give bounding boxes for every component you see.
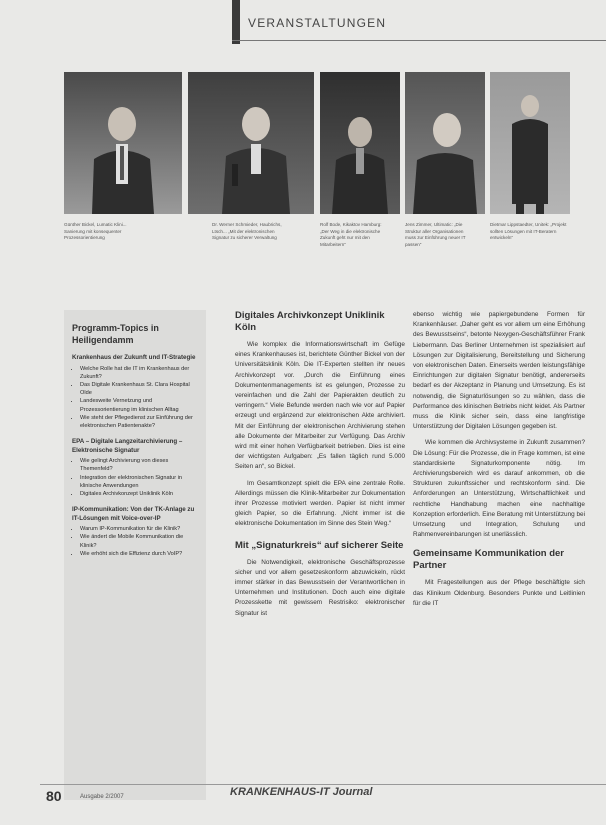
article-heading: Mit „Signaturkreis“ auf sicherer Seite [235, 539, 404, 551]
photo-caption-5: Dietmar Lippstaedter, Unitek: „Projekt sollten Lösungen mit IT-Beratern entwickeln“ [490, 222, 567, 241]
sidebar-list [64, 457, 206, 498]
speaker-figure [82, 84, 162, 214]
list-item: • Integration der elektronischen Signatur in klinische Anwendungen [80, 474, 198, 490]
list-item: • Digitales Archivkonzept Uniklinik Köln [80, 490, 198, 498]
list-item: • Welche Rolle hat die IT im Krankenhaus der Zukunft? [80, 365, 198, 381]
article-heading: Gemeinsame Kommunikation der Partner [413, 548, 564, 572]
header-rule [232, 40, 606, 41]
photo-caption-4: Jens Zimmer, Ultimatic: „Die Struktur aller Organisationen muss zur Einführung neuer IT passen“ [405, 222, 466, 247]
article-paragraph: Die Notwendigkeit, elektronische Geschäftsprozesse sicher und vor allem gesetzeskonform abzuwickeln, rückt immer stärker in das Bewusstsein der Verantwortlichen in Unternehmen und Institutionen. Doch auch eine digitale Prozesskette mit gewissem Restrisiko: elektronischer Signatur ist [235, 558, 405, 617]
photo-speaker-5 [490, 72, 570, 214]
list-item: • Das Digitale Krankenhaus St. Clara Hospital Olde [80, 381, 198, 397]
sidebar-section-title: Krankenhaus der Zukunft und IT-Strategie [72, 354, 196, 361]
speaker-figure [500, 84, 560, 214]
list-item: • Wie gelingt Archivierung von dieses Themenfeld? [80, 457, 198, 473]
list-item: • Wie steht der Pflegedienst zur Einführung der elektronischen Patientenakte? [80, 414, 198, 430]
speaker-figure [216, 94, 296, 214]
photo-speaker-2 [188, 72, 314, 214]
magazine-logo: KRANKENHAUS-IT Journal [230, 786, 373, 798]
speaker-figure [328, 104, 392, 214]
article-paragraph: ebenso wichtig wie papiergebundene Formen für Krankenhäuser. „Daher geht es vor allem um eine Erhöhung des Bewusstseins“, betonte Nexygen-Geschäftsführer Frank Liebermann. Das Berliner Unternehmen ist spezialisiert auf Lösungen zur Digitalisierung, Bereitstellung und Sicherung von elektronischen Daten. Einerseits werden leistungsfähige Einrichtungen zur digitalen Signatur benötigt, andererseits bedarf es der Akzeptanz in Planung und Umsetzung. Es ist notwendig, die Signaturlösungen so zu wählen, dass die Performance des klinischen Betriebs nicht leidet. Als Partner muss die Klinik sicher sein, dass eine langfristige Unterstützung der Digitalen Lösungen gegeben ist. [413, 311, 585, 431]
photo-caption-1: Günther Bickel, Lumatic Klini... Sanierung mit konsequenter Prozessorientierung [64, 222, 127, 241]
photo-speaker-4 [405, 72, 485, 214]
article-paragraph: Wie kommen die Archivsysteme in Zukunft zusammen? Die Lösung: Für die Prozesse, die in Frage kommen, ist eine standardisierte Signaturkomponente nötig. Im Archivierungsbereich wird es darauf ankommen, ob die Strukturen zukunftssicher und rechtskonform sind. Die Anforderungen an Unterstützung, Wirtschaftlichkeit und rechtliche Handhabung machen eine nachhaltige Konzeption erforderlich. Eine Beratung mit Unterstützung bei Umsetzung und Integration, Schulung und Rahmenvereinbarungen ist unerlässlich. [413, 439, 585, 539]
list-item: • Landesweite Vernetzung und Prozessorientierung im klinischen Alltag [80, 397, 198, 413]
program-topics-box [64, 310, 206, 800]
list-item: • Wie ändert die Mobile Kommunikation die Klinik? [80, 533, 198, 549]
photo-caption-3: Rolf Bode, Kikaktov Hamburg: „Der Weg in die elektronische Zukunft geht nur mit den Mitarbeitern“ [320, 222, 382, 247]
article-column-1 [235, 310, 405, 625]
issue-label: Ausgabe 2/2007 [80, 794, 124, 800]
article-paragraph: Mit Fragestellungen aus der Pflege beschäftigte sich das Klinikum Oldenburg. Besonders Punkte und Leitlinien für die IT [413, 579, 585, 607]
photo-speaker-3 [320, 72, 400, 214]
sidebar-list [64, 365, 206, 431]
article-paragraph: Im Gesamtkonzept spielt die EPA eine zentrale Rolle. Allerdings müssen die Klinik-Mitarbeiter zur Dokumentation ihrer Prozesse motiviert werden. Papier ist nicht immer gleich Papier, so die Erfahrung. „Nicht immer ist die elektronische Dokumentation im Sinne des Stein Weg.“ [235, 479, 405, 528]
sidebar-title: Programm-Topics in Heiligendamm [72, 323, 159, 345]
list-item: • Warum IP-Kommunikation für die Klinik? [80, 525, 198, 533]
photo-speaker-1 [64, 72, 182, 214]
footer-rule [40, 784, 606, 785]
article-column-2 [413, 310, 585, 615]
speaker-figure [411, 94, 479, 214]
sidebar-section-title: EPA – Digitale Langzeitarchivierung – Elektronische Signatur [72, 438, 183, 454]
header-block [232, 0, 240, 44]
article-heading: Digitales Archivkonzept Uniklinik Köln [235, 310, 385, 333]
section-title: VERANSTALTUNGEN [248, 16, 387, 30]
section-header [0, 0, 606, 50]
photo-caption-2: Dr. Werner Schmieder, Haubrichs, Ltsch... „Mit der elektronischen Signatur zu sicherer Verwaltung [212, 222, 282, 241]
article-paragraph: Wie komplex die Informationswirtschaft im Gefüge eines Krankenhauses ist, berichtete Günther Bickel von der Universitätsklinik Köln. Die IT-Experten stellten ihr neues Archivkonzept vor. „Durch die Einführung eines Dokumentenmanagements ist es gelungen, Prozesse zu vereinfachen und die Zahl der Papierakten deutlich zu verringern.“ Viele Befunde werden nach wie vor auf Papier erzeugt und ergänzend zur elektronischen Akte archiviert. Mit der Einführung der elektronischen Archivierung stehen alle Dokumente der Mitarbeiter zur Verfügung. Das Archiv wird mit einer hohen Verfügbarkeit betrieben. Dies ist eine der wichtigsten Aufgaben: „Es fallen täglich rund 5.000 Seiten an“, so Bickel. [235, 341, 405, 471]
list-item: • Wie erhöht sich die Effizienz durch VoIP? [80, 550, 198, 558]
sidebar-section-title: IP-Kommunikation: Von der TK-Anlage zu IT-Lösungen mit Voice-over-IP [72, 506, 195, 522]
sidebar-list [64, 525, 206, 558]
page-number: 80 [46, 788, 62, 804]
